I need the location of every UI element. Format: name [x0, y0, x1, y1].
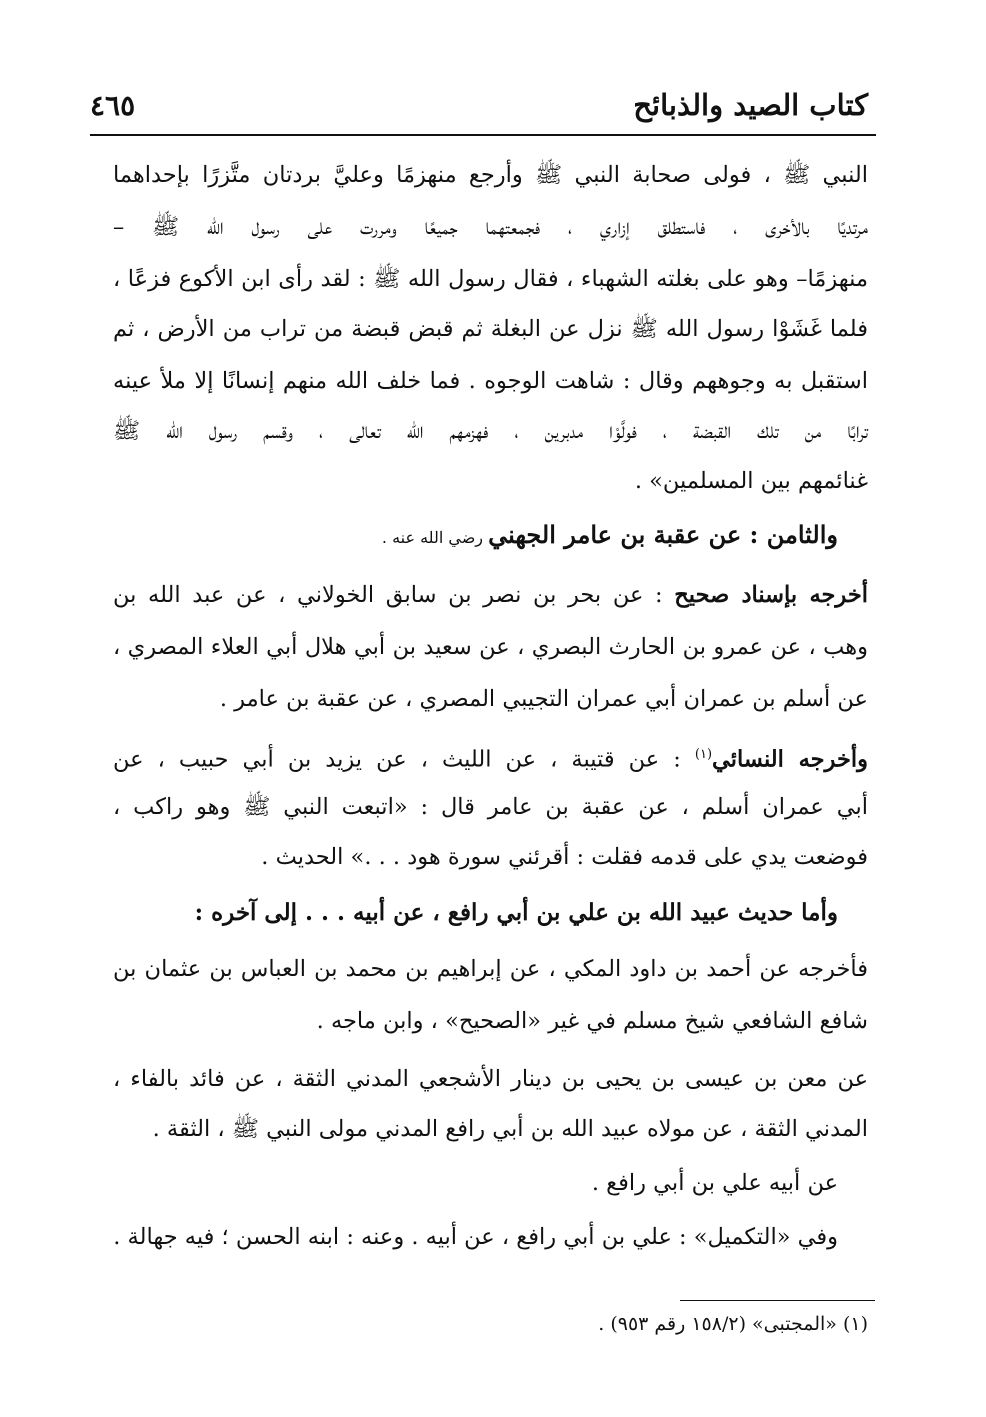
text-line: شافع الشافعي شيخ مسلم في غير «الصحيح» ، وابن ماجه . — [316, 1008, 868, 1034]
text-line: فأخرجه عن أحمد بن داود المكي ، عن إبراهيم بن محمد بن العباس بن عثمان بن — [113, 956, 868, 982]
text-line: النبي ﷺ ، فولى صحابة النبي ﷺ وأرجع منهزمًا وعليَّ بردتان متَّزرًا بإحداهما — [113, 162, 868, 188]
section-heading: والثامن : عن عقبة بن عامر الجهني رضي الله عنه . — [381, 520, 838, 549]
text-line: المدني الثقة ، عن مولاه عبيد الله بن أبي رافع المدني مولى النبي ﷺ ، الثقة . — [152, 1116, 868, 1142]
text-line: مرتديًا بالأخرى ، فاستطلق إزاري ، فجمعتهما جميعًا ومررت على رسول الله ﷺ – — [113, 214, 868, 240]
text-line: غنائمهم بين المسلمين» . — [634, 468, 868, 494]
text-line: عن أبيه علي بن أبي رافع . — [591, 1170, 838, 1196]
text-line: فوضعت يدي على قدمه فقلت : أقرئني سورة هود . . .» الحديث . — [261, 844, 868, 870]
section-heading: وأما حديث عبيد الله بن علي بن أبي رافع ، عن أبيه . . . إلى آخره : — [194, 899, 838, 926]
text-line: وأخرجه النسائي$^{(١)}$ : عن قتيبة ، عن الليث ، عن يزيد بن أبي حبيب ، عن — [113, 746, 868, 773]
text-line: أخرجه بإسناد صحيح : عن بحر بن نصر بن سابق الخولاني ، عن عبد الله بن — [113, 582, 869, 608]
text-line: أبي عمران أسلم ، عن عقبة بن عامر قال : «اتبعت النبي ﷺ وهو راكب ، — [113, 794, 868, 820]
text-line: منهزمًا– وهو على بغلته الشهباء ، فقال رسول الله ﷺ : لقد رأى ابن الأكوع فزعًا ، — [113, 266, 868, 292]
text-line: وفي «التكميل» : علي بن أبي رافع ، عن أبيه . وعنه : ابنه الحسن ؛ فيه جهالة . — [113, 1224, 838, 1250]
text-line: فلما غَشَوْا رسول الله ﷺ نزل عن البغلة ثم قبض قبضة من تراب من الأرض ، ثم — [113, 316, 868, 342]
page-header — [90, 80, 868, 130]
footnote-rule — [680, 1300, 875, 1301]
text-line: استقبل به وجوههم وقال : شاهت الوجوه . فما خلف الله منهم إنسانًا إلا ملأ عينه — [113, 368, 868, 394]
lead-phrase: وأخرجه النسائي — [712, 746, 868, 773]
lead-phrase: أخرجه بإسناد صحيح — [674, 582, 869, 608]
page-number: ٤٦٥ — [90, 88, 136, 122]
text-line: ترابًا من تلك القبضة ، فولَّوْا مدبرين ، فهزمهم الله تعالى ، وقسم رسول الله ﷺ — [113, 418, 868, 444]
text-line: عن معن بن عيسى بن يحيى بن دينار الأشجعي المدني الثقة ، عن فائد بالفاء ، — [113, 1066, 868, 1092]
footnote: (١) «المجتبى» (١٥٨/٢ رقم ٩٥٣) . — [598, 1313, 868, 1335]
running-title: كتاب الصيد والذبائح — [633, 88, 868, 122]
text-line: عن أسلم بن عمران أبي عمران التجيبي المصري ، عن عقبة بن عامر . — [219, 686, 868, 712]
footnote-ref[interactable]: (١) — [694, 747, 713, 762]
header-rule — [90, 134, 876, 136]
text-line: وهب ، عن عمرو بن الحارث البصري ، عن سعيد بن أبي هلال أبي العلاء المصري ، — [113, 634, 868, 660]
